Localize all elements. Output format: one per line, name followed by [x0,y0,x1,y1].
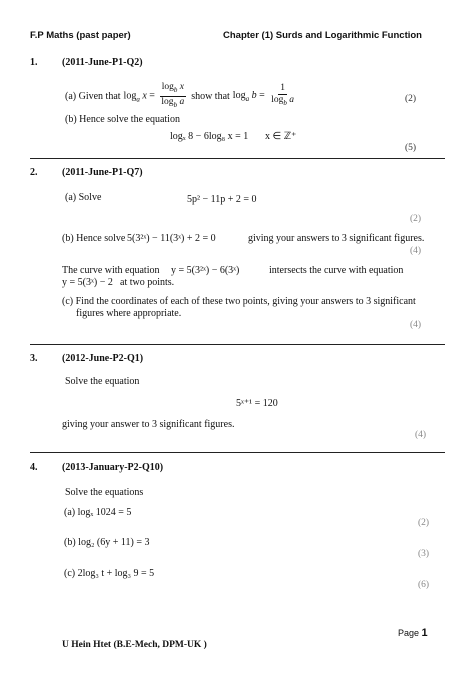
header-right: Chapter (1) Surds and Logarithmic Function [223,30,422,41]
q1-part-a [65,82,298,111]
q3-text: Solve the equation [65,376,140,387]
q1-number: 1. [30,57,38,68]
q3-equation: 5ˣ⁺¹ = 120 [236,398,278,409]
q2-curve-line1-eq: y = 5(3²ˣ) − 6(3ˣ) [171,265,240,276]
q2-curve-line1-post: intersects the curve with equation [269,265,404,276]
page-indicator [398,627,428,639]
q4-b-equation: (b) log₂ (6y + 11) = 3 [64,537,150,548]
q3-mark: (4) [415,430,427,440]
q2-a-equation: 5p² − 11p + 2 = 0 [187,194,257,205]
divider-3 [30,452,445,453]
q4-text: Solve the equations [65,487,144,498]
q3-number: 3. [30,353,38,364]
q2-curve-line1-pre: The curve with equation [62,265,160,276]
q4-c-mark: (6) [418,580,430,590]
q2-a-text: (a) Solve [65,192,102,203]
q2-c-line2: figures where appropriate. [76,308,182,319]
q1-a-mid: show that [191,90,230,102]
q1-b-domain: x ∈ ℤ⁺ [265,131,297,142]
q2-number: 2. [30,167,38,178]
divider-2 [30,344,445,345]
q4-a-mark: (2) [418,518,430,528]
q3-ref: (2012-June-P2-Q1) [62,353,144,364]
footer-author: U Hein Htet (B.E-Mech, DPM-UK ) [62,640,207,650]
q2-c-line1: (c) Find the coordinates of each of these two points, giving your answers to 3 significant [62,296,416,307]
divider-1 [30,158,445,159]
q2-curve-line2-eq: y = 5(3ˣ) − 2 [62,277,113,288]
q1-a-mark: (2) [405,94,417,104]
q4-a-equation: (a) logₓ 1024 = 5 [64,507,132,518]
q1-b-equation: logₓ 8 − 6log₈ x = 1 [170,131,249,142]
q4-c-equation: (c) 2log₃ t + log₃ 9 = 5 [64,568,155,579]
q1-a-show-equation: $\log_a b$ = $\frac{1}{\log_b a}$ [232,83,294,108]
q2-b-equation: 5(3²ˣ) − 11(3ˣ) + 2 = 0 [127,233,216,244]
q1-b-mark: (5) [405,143,417,153]
q2-b-post: giving your answers to 3 significant figures. [248,233,425,244]
q1-b-text: (b) Hence solve the equation [65,114,180,125]
q1-a-given-equation: $\log_a x$ = $\frac{\log_b x}{\log_b a}$ [123,82,185,109]
q2-b-pre: (b) Hence solve [62,233,126,244]
page-number: 1 [421,627,428,639]
q1-ref: (2011-June-P1-Q2) [62,57,143,68]
q2-curve-line2-post: at two points. [120,277,175,288]
q4-number: 4. [30,462,38,473]
q2-b-mark: (4) [410,246,422,256]
header-left: F.P Maths (past paper) [30,30,131,41]
q2-a-mark: (2) [410,214,422,224]
page-label: Page [398,628,420,638]
q2-ref: (2011-June-P1-Q7) [62,167,143,178]
q4-ref: (2013-January-P2-Q10) [62,462,164,473]
q1-a-pre: (a) Given that [65,90,121,102]
q3-post: giving your answer to 3 significant figures. [62,419,235,430]
q2-c-mark: (4) [410,320,422,330]
q4-b-mark: (3) [418,549,430,559]
